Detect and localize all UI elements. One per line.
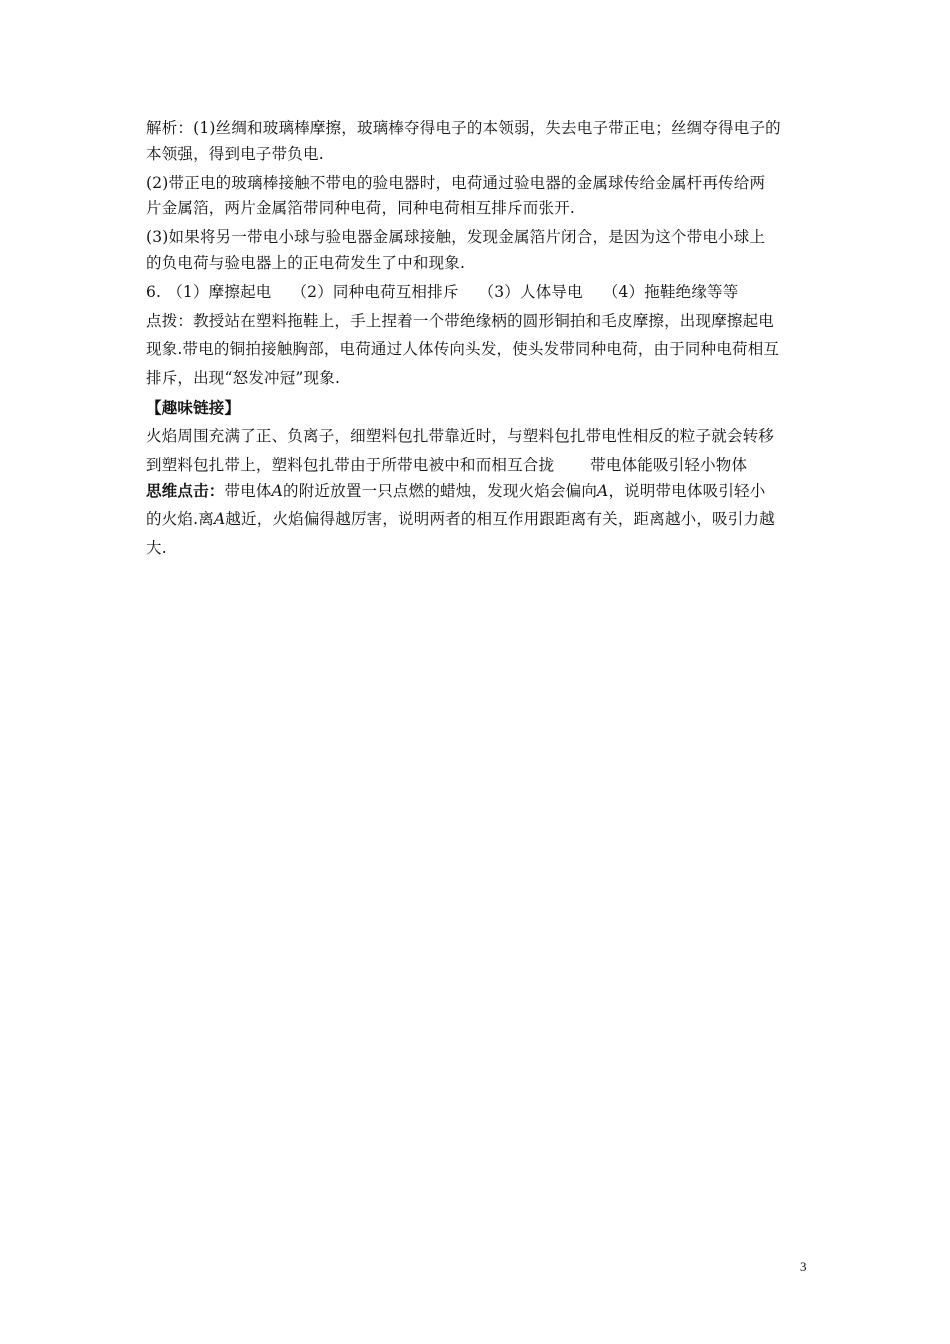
page-number: 3 [800, 1259, 807, 1274]
question-6-answers [146, 280, 806, 306]
answer-3: （3）人体导电 [478, 282, 583, 301]
think-text-2a: 的火焰.离 [146, 510, 214, 529]
think-text-2b: 越近，火焰偏得越厉害，说明两者的相互作用跟距离有关，距离越小，吸引力越 [225, 510, 775, 529]
analysis-line-2: 本领强，得到电子带负电. [146, 144, 324, 163]
think-line-1 [146, 478, 806, 504]
variable-a: A [213, 510, 226, 529]
variable-a: A [271, 482, 284, 501]
analysis-line-1: 解析：(1)丝绸和玻璃棒摩擦，玻璃棒夺得电子的本领弱，失去电子带正电；丝绸夺得电子的 [146, 119, 781, 137]
variable-a: A [597, 482, 609, 501]
analysis-line-5: (3)如果将另一带电小球与验电器金属球接触，发现金属箔片闭合，是因为这个带电小球上 [146, 228, 766, 247]
think-text-1a: 带电体 [224, 482, 272, 501]
fun-line-1: 火焰周围充满了正、负离子，细塑料包扎带靠近时，与塑料包扎带电性相反的粒子就会转移 [146, 426, 775, 445]
analysis-line-3: (2)带正电的玻璃棒接触不带电的验电器时，电荷通过验电器的金属球传给金属杆再传给两 [146, 173, 766, 192]
question-number: 6. [146, 282, 162, 301]
answer-2: （2）同种电荷互相排斥 [291, 282, 459, 301]
analysis-line-4: 片金属箔，两片金属箔带同种电荷，同种电荷相互排斥而张开. [146, 199, 576, 218]
think-text-1c: ，说明带电体吸引轻小 [608, 482, 766, 501]
answer-1: （1）摩擦起电 [167, 282, 272, 301]
fun-line-2 [146, 453, 806, 479]
fun-line-2-part-a: 到塑料包扎带上，塑料包扎带由于所带电被中和而相互合拢 [146, 455, 555, 474]
tip-line-1: 点拨：教授站在塑料拖鞋上，手上捏着一个带绝缘柄的圆形铜拍和毛皮摩擦，出现摩擦起电 [146, 311, 775, 330]
section-heading: 【趣味链接】 [146, 397, 241, 417]
analysis-line-6: 的负电荷与验电器上的正电荷发生了中和现象. [146, 253, 466, 272]
think-line-3: 大. [146, 538, 167, 557]
fun-line-2-part-b: 带电体能吸引轻小物体 [590, 455, 748, 474]
tip-line-2: 现象.带电的铜拍接触胸部，电荷通过人体传向头发，使头发带同种电荷，由于同种电荷相互 [146, 340, 780, 359]
answer-4: （4）拖鞋绝缘等等 [602, 282, 739, 301]
tip-line-3: 排斥，出现“怒发冲冠”现象. [146, 369, 341, 388]
think-label: 思维点击： [146, 481, 225, 501]
think-text-1b: 的附近放置一只点燃的蜡烛，发现火焰会偏向 [283, 482, 598, 501]
think-line-2 [146, 507, 806, 533]
page-content [146, 116, 806, 562]
